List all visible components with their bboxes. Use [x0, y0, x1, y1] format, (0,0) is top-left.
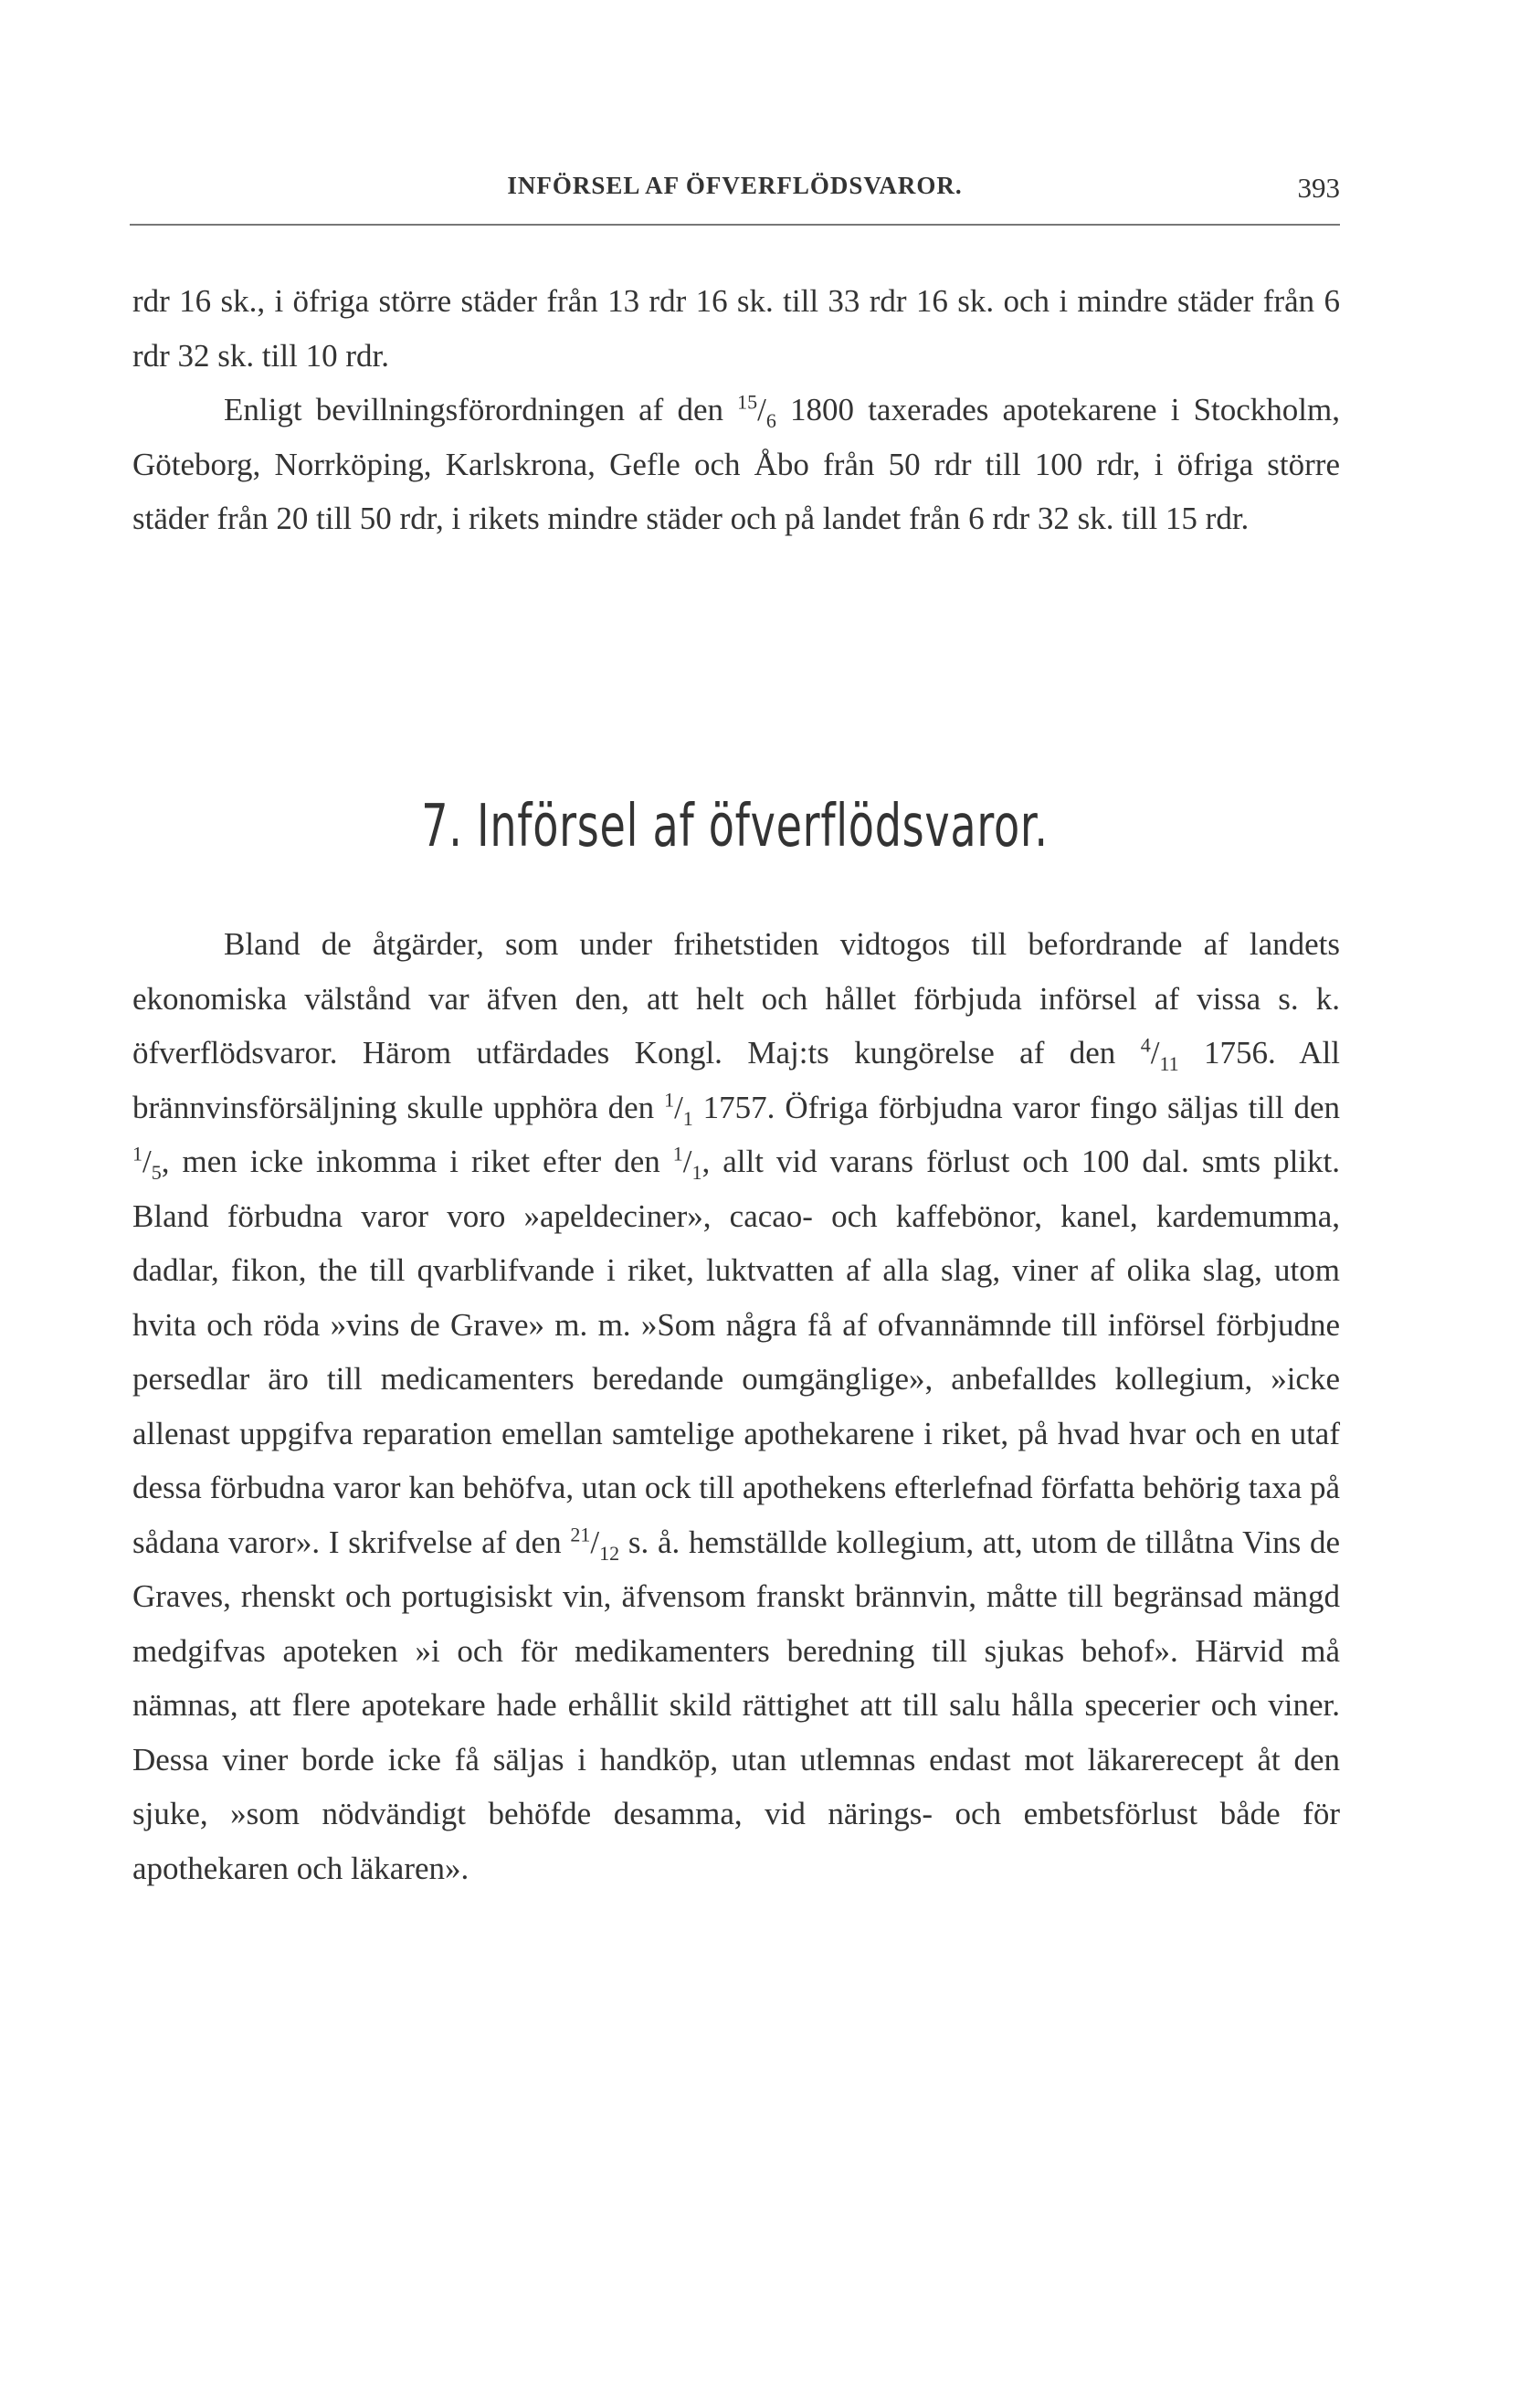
- text-run: s. å. hemställde kollegium, att, utom de tillåtna Vins de Graves, rhenskt och portugisiskt vin, äfvensom franskt brännvin, måtte till begränsad mängd medgifvas apoteken »i och för medikamenters beredning till sjukas behof». Härvid må nämnas, att flere apotekare hade erhållit skild rättighet att till salu hålla specerier och viner. Dessa viner borde icke få säljas i handköp, utan utlemnas endast mot läkarerecept åt den sjuke, »som nödvändigt behöfde desamma, vid närings- och embetsförlust både för apothekaren och läkaren».: [132, 1524, 1340, 1886]
- section-heading: 7. Införsel af öfverflödsvaror.: [421, 793, 1049, 860]
- text-run: Bland de åtgärder, som under frihetstiden vidtogos till befordrande af landets ekonomiska välstånd var äfven den, att helt och hållet förbjuda införsel af vissa s. k. öfverflödsvaror. Härom utfärdades Kongl. Maj:ts kungörelse af den: [132, 926, 1340, 1071]
- header-rule: [130, 224, 1340, 226]
- fraction-denominator: 6: [765, 409, 776, 432]
- section-body-text: [132, 917, 1340, 1895]
- text-run: , allt vid varans förlust och 100 dal. smts plikt. Bland förbudna varor voro »apeldeciner», cacao- och kaffebönor, kanel, kardemumma, dadlar, fikon, the till qvarblifvande i riket, luktvatten af alla slag, viner af olika slag, utom hvita och röda »vins de Grave» m. m. »Som några få af ofvannämnde till införsel förbjudne persedlar äro till medicamenters beredande oumgänglige», anbefalldes kollegium, »icke allenast uppgifva reparation emellan samtelige apothekarene i riket, på hvad hvar och en utaf dessa förbudna varor kan behöfva, utan ock till apothekens efterlefnad författa behörig taxa på sådana varor». I skrifvelse af den: [132, 1144, 1341, 1560]
- fraction-numerator: 4: [1140, 1033, 1151, 1057]
- fraction-denominator: 11: [1159, 1052, 1179, 1075]
- text-run: Enligt bevillningsförordningen af den: [224, 392, 738, 427]
- text-run: 1756. All brännvinsförsäljning skulle upphöra den: [132, 1035, 1340, 1125]
- fraction-denominator: 5: [151, 1161, 162, 1184]
- paragraph: Bland de åtgärder, som under frihetstiden vidtogos till befordrande af landets ekonomiska välstånd var äfven den, att helt och hållet förbjuda införsel af vissa s. k. öfverflödsvaror. Härom utfärdades Kongl. Maj:ts kungörelse af den $^4/_{11}$ 1756. All brännvinsförsäljning skulle upphöra den $^1/_1$ 1757. Öfriga förbjudna varor fingo säljas till den $^1/_5$, men icke inkomma i riket efter den $^1/_1$, allt vid varans förlust och 100 dal. smts plikt. Bland förbudna varor voro »apeldeciner», cacao- och kaffebönor, kanel, kardemumma, dadlar, fikon, the till qvarblifvande i riket, luktvatten af alla slag, viner af olika slag, utom hvita och röda »vins de Grave» m. m. »Som några få af ofvannämnde till införsel förbjudne persedlar äro till medicamenters beredande oumgänglige», anbefalldes kollegium, »icke allenast uppgifva reparation emellan samtelige apothekarene i riket, på hvad hvar och en utaf dessa förbudna varor kan behöfva, utan ock till apothekens efterlefnad författa behörig taxa på sådana varor». I skrifvelse af den $^{21}/_{12}$ s. å. hemställde kollegium, att, utom de tillåtna Vins de Graves, rhenskt och portugisiskt vin, äfvensom franskt brännvin, måtte till begränsad mängd medgifvas apoteken »i och för medikamenters beredning till sjukas behof». Härvid må nämnas, att flere apotekare hade erhållit skild rättighet att till salu hålla specerier och viner. Dessa viner borde icke få säljas i handköp, utan utlemnas endast mot läkarerecept åt den sjuke, »som nödvändigt behöfde desamma, vid närings- och embetsförlust både för apothekaren och läkaren».: [132, 926, 1341, 1886]
- running-title: INFÖRSEL AF ÖFVERFLÖDSVAROR.: [507, 172, 963, 199]
- fraction-denominator: 1: [691, 1161, 702, 1184]
- fraction-denominator: 1: [682, 1106, 693, 1130]
- fraction-numerator: 1: [132, 1142, 142, 1166]
- fraction-denominator: 12: [599, 1541, 620, 1565]
- fraction-numerator: 21: [570, 1522, 591, 1545]
- fraction-numerator: 1: [664, 1087, 675, 1111]
- text-run: , men icke inkomma i riket efter den: [161, 1144, 673, 1179]
- paragraph: Enligt bevillningsförordningen af den $^{15}/_6$ 1800 taxerades apotekarene i Stockholm, Göteborg, Norrköping, Karlskrona, Gefle och Åbo från 50 rdr till 100 rdr, i öfriga större städer från 20 till 50 rdr, i rikets mindre städer och på landet från 6 rdr 32 sk. till 15 rdr.: [132, 390, 1340, 536]
- fraction-numerator: 1: [672, 1142, 683, 1166]
- paragraph: rdr 16 sk., i öfriga större städer från 13 rdr 16 sk. till 33 rdr 16 sk. och i mindre städer från 6 rdr 32 sk. till 10 rdr.: [132, 283, 1340, 374]
- preceding-section-text: [132, 274, 1340, 546]
- text-run: 1800 taxerades apotekarene i Stockholm, Göteborg, Norrköping, Karlskrona, Gefle och Åbo från 50 rdr till 100 rdr, i öfriga större städer från 20 till 50 rdr, i rikets mindre städer och på landet från 6 rdr 32 sk. till 15 rdr.: [132, 392, 1340, 536]
- running-head: [130, 172, 1340, 208]
- page-number: 393: [1297, 172, 1340, 204]
- text-run: 1757. Öfriga förbjudna varor fingo säljas till den: [692, 1089, 1340, 1125]
- fraction-numerator: 15: [737, 390, 758, 414]
